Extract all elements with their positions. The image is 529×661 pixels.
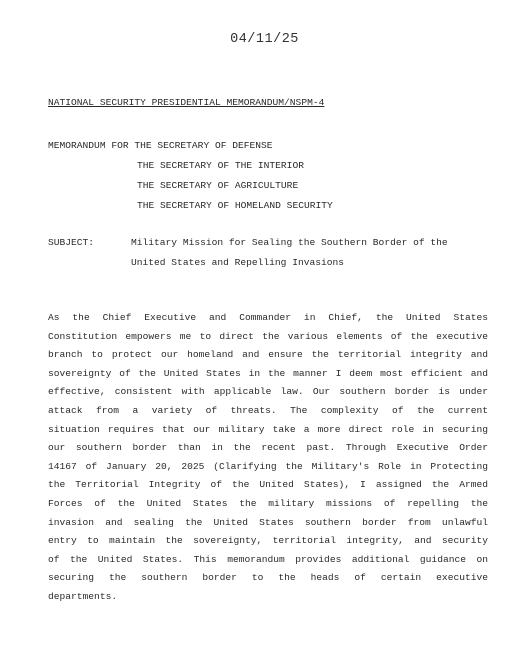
body-line: Forces of the United States the military missions of repelling the — [48, 497, 488, 509]
recipient-line: THE SECRETARY OF HOMELAND SECURITY — [137, 200, 333, 211]
subject-block — [48, 233, 488, 273]
memorandum-body — [48, 309, 488, 607]
subject-text — [131, 233, 488, 273]
body-line: Constitution empowers me to direct the various elements of the executive — [48, 330, 488, 342]
body-line: of the United States. This memorandum provides additional guidance on — [48, 553, 488, 565]
memorandum-heading: NATIONAL SECURITY PRESIDENTIAL MEMORANDUM/NSPM-4 — [48, 97, 325, 108]
document-date: 04/11/25 — [230, 32, 299, 47]
body-line: invasion and sealing the United States southern border from unlawful — [48, 516, 488, 528]
body-line: departments. — [48, 590, 118, 602]
body-line: As the Chief Executive and Commander in Chief, the United States — [48, 312, 488, 323]
recipient-line: THE SECRETARY OF THE INTERIOR — [137, 160, 304, 171]
subject-line: United States and Repelling Invasions — [131, 257, 345, 268]
body-line: securing the southern border to the heads of certain executive — [48, 572, 488, 584]
recipient-line: THE SECRETARY OF AGRICULTURE — [137, 180, 299, 191]
body-line: situation requires that our military take a more direct role in securing — [48, 423, 488, 435]
body-line: our southern border than in the recent past. Through Executive Order — [48, 442, 488, 454]
subject-line: Military Mission for Sealing the Southern Border of the — [131, 237, 448, 248]
body-line: the Territorial Integrity of the United States), I assigned the Armed — [48, 479, 488, 491]
body-line: attack from a variety of threats. The complexity of the current — [48, 404, 488, 416]
body-line: 14167 of January 20, 2025 (Clarifying the Military's Role in Protecting — [48, 460, 488, 472]
body-line: effective, consistent with applicable law. Our southern border is under — [48, 386, 488, 398]
body-line: sovereignty of the United States in the manner I deem most efficient and — [48, 367, 488, 379]
memo-for-line: MEMORANDUM FOR THE SECRETARY OF DEFENSE — [48, 140, 273, 151]
body-line: entry to maintain the sovereignty, territorial integrity, and security — [48, 535, 488, 547]
body-line: branch to protect our homeland and ensure the territorial integrity and — [48, 349, 488, 361]
subject-label: SUBJECT: — [48, 237, 95, 248]
memo-recipients — [48, 136, 333, 216]
